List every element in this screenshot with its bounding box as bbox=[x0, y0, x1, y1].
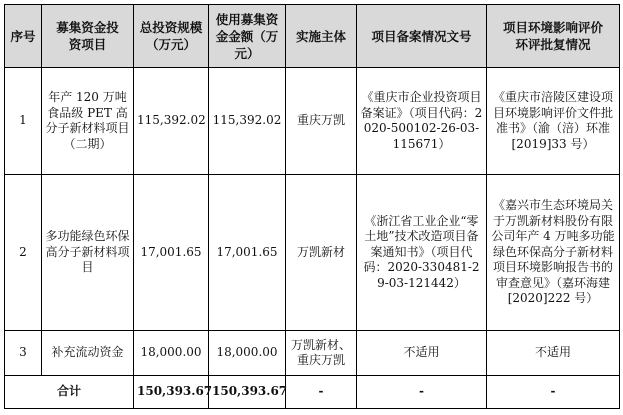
total-entity: - bbox=[286, 376, 357, 409]
total-investment-sum: 150,393.67 bbox=[134, 376, 209, 409]
row-eia: 《重庆市涪陵区建设项目环境影响评价文件批准书》（渝（涪）环准[2019]33 号） bbox=[487, 68, 620, 175]
header-total-investment: 总投资规模（万元） bbox=[134, 5, 209, 68]
total-filing: - bbox=[357, 376, 487, 409]
row-eia: 不适用 bbox=[487, 331, 620, 376]
row-filing: 《重庆市企业投资项目备案证》（项目代码：2020-500102-26-03-115671） bbox=[357, 68, 487, 175]
row-eia: 《嘉兴市生态环境局关于万凯新材料股份有限公司年产 4 万吨多功能绿色环保高分子新材料项目环境影响报告书的审查意见》（嘉环海建[2020]222 号） bbox=[487, 175, 620, 331]
row-index: 2 bbox=[5, 175, 42, 331]
header-eia: 项目环境影响评价环评批复情况 bbox=[487, 5, 620, 68]
row-total-investment: 18,000.00 bbox=[134, 331, 209, 376]
total-eia: - bbox=[487, 376, 620, 409]
table-header-row bbox=[5, 5, 620, 68]
row-entity: 万凯新材 bbox=[286, 175, 357, 331]
header-entity: 实施主体 bbox=[286, 5, 357, 68]
row-project: 补充流动资金 bbox=[42, 331, 134, 376]
table-row bbox=[5, 175, 620, 331]
row-entity: 重庆万凯 bbox=[286, 68, 357, 175]
row-project: 年产 120 万吨食品级 PET 高分子新材料项目（二期） bbox=[42, 68, 134, 175]
table-row bbox=[5, 331, 620, 376]
row-filing: 《浙江省工业企业“零土地”技术改造项目备案通知书》（项目代码：2020-330481-29-03-121442） bbox=[357, 175, 487, 331]
row-used-funds: 115,392.02 bbox=[209, 68, 286, 175]
row-total-investment: 17,001.65 bbox=[134, 175, 209, 331]
fund-usage-table bbox=[4, 4, 620, 409]
row-total-investment: 115,392.02 bbox=[134, 68, 209, 175]
row-entity: 万凯新材、重庆万凯 bbox=[286, 331, 357, 376]
header-filing: 项目备案情况文号 bbox=[357, 5, 487, 68]
row-filing: 不适用 bbox=[357, 331, 487, 376]
row-used-funds: 17,001.65 bbox=[209, 175, 286, 331]
total-used-funds-sum: 150,393.67 bbox=[209, 376, 286, 409]
row-index: 3 bbox=[5, 331, 42, 376]
header-project: 募集资金投资项目 bbox=[42, 5, 134, 68]
row-used-funds: 18,000.00 bbox=[209, 331, 286, 376]
row-index: 1 bbox=[5, 68, 42, 175]
table-row bbox=[5, 68, 620, 175]
header-used-funds: 使用募集资金金额（万元） bbox=[209, 5, 286, 68]
table-total-row bbox=[5, 376, 620, 409]
total-label: 合计 bbox=[5, 376, 134, 409]
header-index: 序号 bbox=[5, 5, 42, 68]
row-project: 多功能绿色环保高分子新材料项目 bbox=[42, 175, 134, 331]
